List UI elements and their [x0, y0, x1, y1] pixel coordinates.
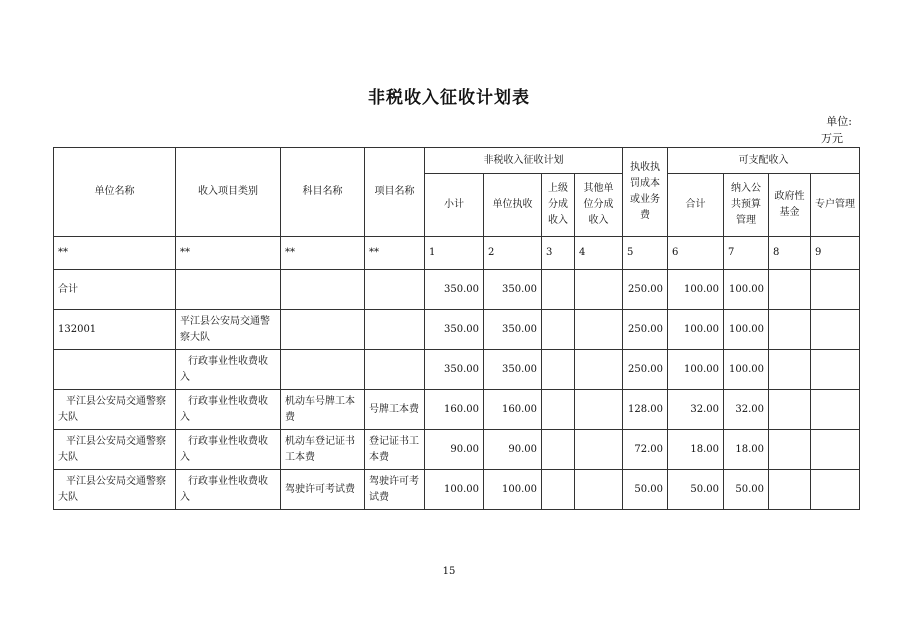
cell-subtotal: 350.00: [425, 270, 484, 310]
cell-public-budget: 100.00: [724, 270, 769, 310]
code-cell: **: [176, 237, 281, 270]
header-special-mgmt: 专户管理: [811, 174, 860, 237]
cell-public-budget: 32.00: [724, 390, 769, 430]
header-public-budget: 纳入公共预算管理: [724, 174, 769, 237]
cell-enforcement-cost: 250.00: [623, 270, 668, 310]
unit-value: 万元: [821, 132, 843, 145]
cell-enforcement-cost: 250.00: [623, 310, 668, 350]
cell-upper-share: [542, 390, 575, 430]
cell-gov-fund: [769, 350, 811, 390]
code-cell: 5: [623, 237, 668, 270]
cell-special-mgmt: [811, 470, 860, 510]
header-upper-share: 上级分成收入: [542, 174, 575, 237]
cell-total: 100.00: [668, 310, 724, 350]
header-other-unit-share: 其他单位分成收入: [575, 174, 623, 237]
cell-item-name: 号牌工本费: [365, 390, 425, 430]
code-cell: 6: [668, 237, 724, 270]
cell-item-name: [365, 310, 425, 350]
unit-label: 单位:: [826, 115, 852, 128]
header-subject-name: 科目名称: [281, 148, 365, 237]
code-cell: 8: [769, 237, 811, 270]
table-row: [54, 390, 860, 430]
cell-enforcement-cost: 128.00: [623, 390, 668, 430]
cell-unit-collection: 100.00: [484, 470, 542, 510]
cell-subject-name: [281, 350, 365, 390]
cell-total: 32.00: [668, 390, 724, 430]
code-cell: 4: [575, 237, 623, 270]
cell-unit-name: 平江县公安局交通警察大队: [54, 470, 176, 510]
cell-unit-name: 平江县公安局交通警察大队: [54, 390, 176, 430]
cell-public-budget: 50.00: [724, 470, 769, 510]
cell-unit-collection: 350.00: [484, 310, 542, 350]
cell-income-category: 行政事业性收费收入: [176, 350, 281, 390]
cell-public-budget: 18.00: [724, 430, 769, 470]
code-cell: 7: [724, 237, 769, 270]
cell-income-category: 行政事业性收费收入: [176, 390, 281, 430]
header-income-category: 收入项目类别: [176, 148, 281, 237]
cell-unit-name: [54, 350, 176, 390]
cell-unit-name: 平江县公安局交通警察大队: [54, 430, 176, 470]
cell-gov-fund: [769, 430, 811, 470]
cell-special-mgmt: [811, 430, 860, 470]
cell-special-mgmt: [811, 310, 860, 350]
table-row: [54, 310, 860, 350]
cell-item-name: [365, 270, 425, 310]
cell-total: 18.00: [668, 430, 724, 470]
code-cell: 2: [484, 237, 542, 270]
page-number: 15: [442, 566, 456, 577]
table-row: [54, 430, 860, 470]
cell-subtotal: 350.00: [425, 350, 484, 390]
code-cell: **: [281, 237, 365, 270]
cell-other-unit-share: [575, 270, 623, 310]
cell-income-category: 行政事业性收费收入: [176, 430, 281, 470]
table-row: [54, 350, 860, 390]
header-total: 合计: [668, 174, 724, 237]
cell-gov-fund: [769, 270, 811, 310]
cell-enforcement-cost: 72.00: [623, 430, 668, 470]
cell-other-unit-share: [575, 390, 623, 430]
cell-item-name: 驾驶许可考试费: [365, 470, 425, 510]
code-cell: 3: [542, 237, 575, 270]
cell-public-budget: 100.00: [724, 310, 769, 350]
code-cell: 1: [425, 237, 484, 270]
cell-income-category: [176, 270, 281, 310]
cell-subject-name: 驾驶许可考试费: [281, 470, 365, 510]
cell-other-unit-share: [575, 430, 623, 470]
cell-other-unit-share: [575, 470, 623, 510]
cell-other-unit-share: [575, 350, 623, 390]
cell-upper-share: [542, 270, 575, 310]
code-cell: 9: [811, 237, 860, 270]
cell-special-mgmt: [811, 350, 860, 390]
header-gov-fund: 政府性基金: [769, 174, 811, 237]
cell-income-category: 行政事业性收费收入: [176, 470, 281, 510]
cell-subject-name: 机动车登记证书工本费: [281, 430, 365, 470]
cell-subtotal: 160.00: [425, 390, 484, 430]
header-subtotal: 小计: [425, 174, 484, 237]
table-row: [54, 470, 860, 510]
cell-subject-name: [281, 310, 365, 350]
cell-unit-name: 132001: [54, 310, 176, 350]
collection-plan-table: [53, 147, 860, 510]
cell-upper-share: [542, 430, 575, 470]
cell-public-budget: 100.00: [724, 350, 769, 390]
header-disposable-income: 可支配收入: [668, 148, 860, 174]
cell-unit-collection: 350.00: [484, 270, 542, 310]
page-title: 非税收入征收计划表: [368, 88, 530, 108]
cell-total: 100.00: [668, 270, 724, 310]
cell-gov-fund: [769, 470, 811, 510]
header-collection-plan: 非税收入征收计划: [425, 148, 623, 174]
cell-enforcement-cost: 250.00: [623, 350, 668, 390]
cell-subtotal: 100.00: [425, 470, 484, 510]
column-code-row: [54, 237, 860, 270]
code-cell: **: [365, 237, 425, 270]
cell-income-category: 平江县公安局交通警察大队: [176, 310, 281, 350]
cell-item-name: [365, 350, 425, 390]
cell-upper-share: [542, 350, 575, 390]
header-unit-collection: 单位执收: [484, 174, 542, 237]
cell-subject-name: [281, 270, 365, 310]
cell-gov-fund: [769, 390, 811, 430]
cell-subtotal: 90.00: [425, 430, 484, 470]
cell-total: 100.00: [668, 350, 724, 390]
cell-item-name: 登记证书工本费: [365, 430, 425, 470]
cell-special-mgmt: [811, 390, 860, 430]
cell-unit-collection: 350.00: [484, 350, 542, 390]
cell-upper-share: [542, 310, 575, 350]
table-row-total: [54, 270, 860, 310]
cell-unit-collection: 90.00: [484, 430, 542, 470]
code-cell: **: [54, 237, 176, 270]
header-unit-name: 单位名称: [54, 148, 176, 237]
cell-gov-fund: [769, 310, 811, 350]
cell-special-mgmt: [811, 270, 860, 310]
cell-enforcement-cost: 50.00: [623, 470, 668, 510]
header-item-name: 项目名称: [365, 148, 425, 237]
header-enforcement-cost: 执收执罚成本或业务费: [623, 148, 668, 237]
cell-subject-name: 机动车号牌工本费: [281, 390, 365, 430]
cell-subtotal: 350.00: [425, 310, 484, 350]
cell-other-unit-share: [575, 310, 623, 350]
cell-unit-name: 合计: [54, 270, 176, 310]
cell-upper-share: [542, 470, 575, 510]
cell-total: 50.00: [668, 470, 724, 510]
cell-unit-collection: 160.00: [484, 390, 542, 430]
